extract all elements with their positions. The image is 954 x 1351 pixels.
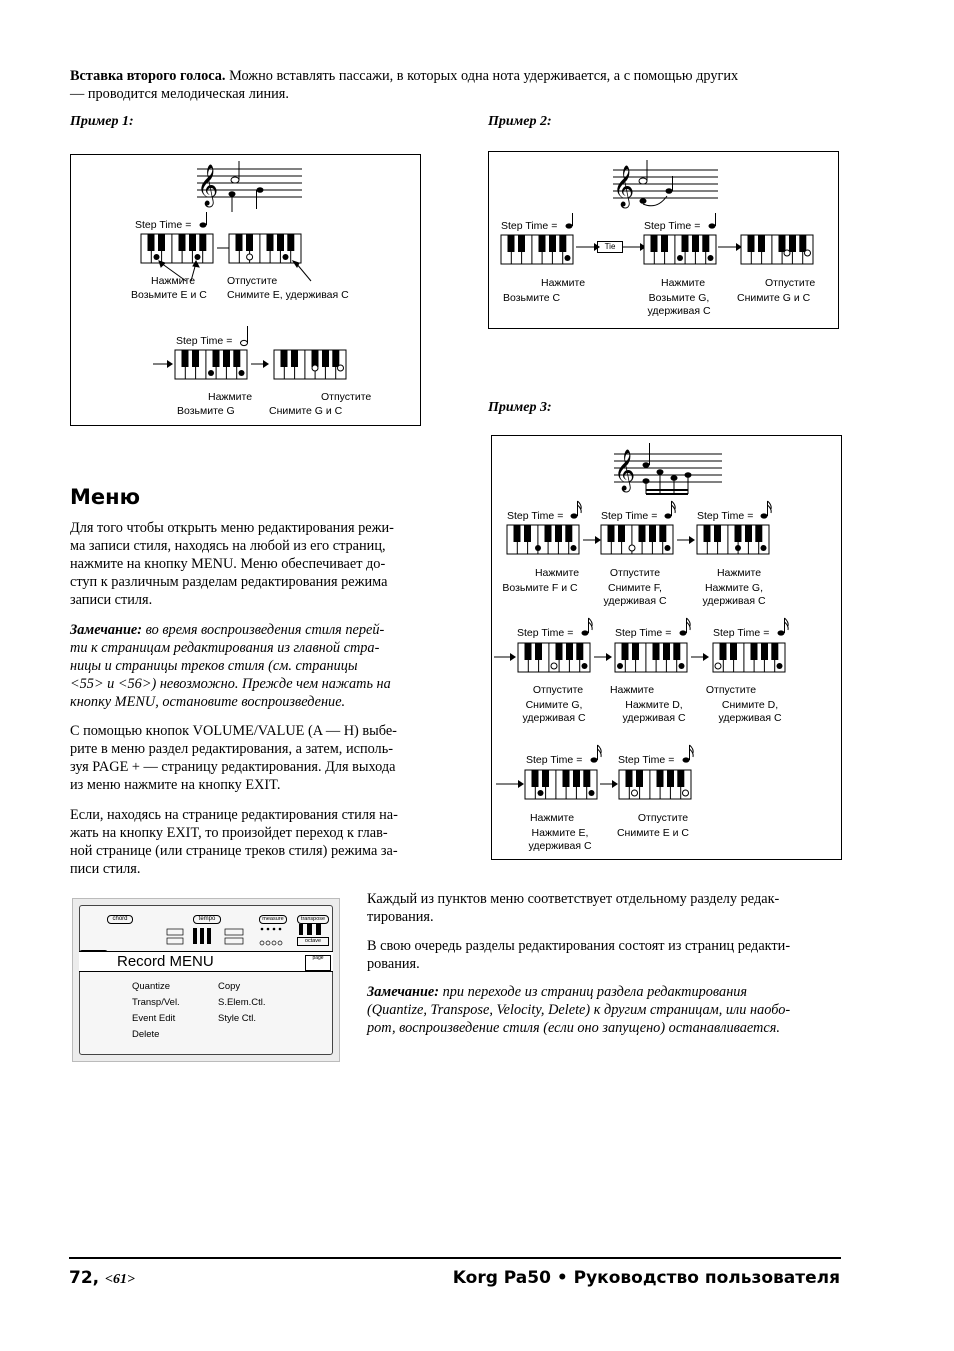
step-label: Нажмите bbox=[529, 812, 575, 824]
note-label: Замечание: bbox=[70, 622, 143, 638]
release-label: Отпустите bbox=[765, 277, 816, 289]
step-time-label: Step Time = bbox=[713, 627, 770, 639]
measure-readout-icon bbox=[259, 925, 289, 949]
step-desc bbox=[710, 699, 790, 725]
text-line: зуя PAGE + — страницу редактирования. Для выхода bbox=[70, 759, 396, 775]
arrow-icon bbox=[594, 652, 614, 662]
intro-line1: Можно вставлять пассажи, в которых одна нота удерживается, а с помощью других bbox=[229, 68, 739, 84]
sixteenth-note-icon bbox=[777, 617, 789, 637]
keyboard bbox=[501, 235, 575, 265]
tempo-tag: tempo bbox=[193, 915, 221, 924]
right-paragraph-1 bbox=[367, 890, 840, 926]
text-line: ной странице (или странице треков стиля) режима за- bbox=[70, 843, 398, 859]
step-desc-line: Нажмите E, bbox=[531, 827, 589, 839]
example2-title: Пример 2: bbox=[488, 114, 552, 129]
tempo-readout-icon bbox=[167, 927, 247, 951]
keyboard bbox=[525, 770, 599, 800]
step-label: Нажмите bbox=[609, 684, 655, 696]
example1-box bbox=[70, 154, 421, 426]
step-time-label: Step Time = bbox=[697, 510, 754, 522]
menu-item-copy[interactable]: Copy bbox=[218, 981, 241, 992]
step-desc: Снимите E и C bbox=[616, 827, 690, 839]
arrow-icon bbox=[494, 652, 518, 662]
text-line: кнопку MENU, остановите воспроизведение. bbox=[70, 694, 346, 710]
text-line: жать на кнопку EXIT, то произойдет переход к глав- bbox=[70, 825, 388, 841]
release-label: Отпустите bbox=[227, 275, 278, 287]
step-desc bbox=[614, 699, 694, 725]
release-desc: Снимите G и C bbox=[269, 405, 343, 417]
menu-item-quantize[interactable]: Quantize bbox=[132, 981, 171, 992]
keyboard bbox=[697, 525, 771, 555]
arrow-icon bbox=[691, 652, 711, 662]
text-line: ти к страницам редактирования из главной стра- bbox=[70, 640, 380, 656]
step-desc-line: удерживая C bbox=[522, 712, 586, 724]
chord-tag: chord bbox=[107, 915, 133, 924]
text-line: рот, воспроизведение стиля (если оно запущено) останавливается. bbox=[367, 1020, 780, 1036]
step-time-label: Step Time = bbox=[615, 627, 672, 639]
press-desc: Возьмите G bbox=[177, 405, 235, 417]
step-label: Нажмите bbox=[716, 567, 762, 579]
menu-paragraph-3 bbox=[70, 806, 436, 878]
text-line: ступ к различным разделам редактирования режима bbox=[70, 574, 388, 590]
step-time-label: Step Time = bbox=[618, 754, 675, 766]
keyboard bbox=[175, 350, 249, 380]
release-desc: Снимите G и C bbox=[737, 292, 811, 304]
menu-list-right bbox=[218, 979, 266, 1027]
step-label: Отпустите bbox=[609, 567, 661, 579]
step-desc bbox=[520, 827, 600, 853]
step-desc-line: Нажмите D, bbox=[625, 699, 683, 711]
step-desc bbox=[595, 582, 675, 608]
quarter-note-icon bbox=[199, 211, 209, 229]
octave-tag: octave bbox=[297, 937, 329, 946]
music-staff bbox=[614, 440, 726, 500]
menu-paragraph-2 bbox=[70, 722, 436, 794]
step-desc-line: удерживая C bbox=[718, 712, 782, 724]
release-desc: Снимите E, удерживая C bbox=[227, 289, 349, 301]
text-line: записи стиля. bbox=[70, 592, 153, 608]
step-desc-line: удерживая C bbox=[603, 595, 667, 607]
page-ref: <61> bbox=[105, 1272, 136, 1287]
step-time-label: Step Time = bbox=[517, 627, 574, 639]
text-line: ма записи стиля, находясь на любой из его страниц, bbox=[70, 538, 386, 554]
text-line: нажмите на кнопку MENU. Меню обеспечивает до- bbox=[70, 556, 386, 572]
sixteenth-note-icon bbox=[590, 744, 602, 764]
keyboard bbox=[601, 525, 675, 555]
keyboard bbox=[274, 350, 348, 380]
text-line: <55> и <56>) невозможно. Прежде чем нажать на bbox=[70, 676, 391, 692]
right-paragraph-2 bbox=[367, 937, 840, 973]
menu-item-delete[interactable]: Delete bbox=[132, 1029, 160, 1040]
text-line: тирования. bbox=[367, 909, 434, 925]
step-label: Отпустите bbox=[637, 812, 689, 824]
keyboard bbox=[229, 234, 303, 264]
step-desc bbox=[694, 582, 774, 608]
menu-item-s-elem-ctl[interactable]: S.Elem.Ctl. bbox=[218, 997, 266, 1008]
step-desc-line: Снимите G, bbox=[525, 699, 583, 711]
press-label: Нажмите bbox=[151, 275, 196, 287]
step-desc-line: удерживая C bbox=[702, 595, 766, 607]
music-staff bbox=[613, 156, 723, 206]
keyboard bbox=[619, 770, 693, 800]
arrow-icon bbox=[583, 535, 603, 545]
arrow-icon bbox=[600, 779, 620, 789]
keyboard bbox=[141, 234, 215, 264]
section-heading: Меню bbox=[70, 485, 141, 509]
step-desc-line: удерживая C bbox=[528, 840, 592, 852]
menu-item-event-edit[interactable]: Event Edit bbox=[132, 1013, 176, 1024]
step-time-label: Step Time = bbox=[501, 220, 558, 232]
step-time-label: Step Time = bbox=[507, 510, 564, 522]
intro-paragraph bbox=[70, 67, 840, 103]
menu-item-style-ctl[interactable]: Style Ctl. bbox=[218, 1013, 257, 1024]
text-line: ницы и страницы треков стиля (см. страницы bbox=[70, 658, 358, 674]
right-note bbox=[367, 983, 840, 1037]
sixteenth-note-icon bbox=[679, 617, 691, 637]
text-line: С помощью кнопок VOLUME/VALUE (A — H) выбе- bbox=[70, 723, 397, 739]
step-desc-line: Снимите D, bbox=[721, 699, 779, 711]
quarter-note-icon bbox=[708, 212, 718, 230]
text-line: Каждый из пунктов меню соответствует отдельному разделу редак- bbox=[367, 891, 780, 907]
transpose-tag: transpose bbox=[297, 915, 329, 924]
intro-bold: Вставка второго голоса. bbox=[70, 68, 226, 84]
keyboard bbox=[507, 525, 581, 555]
text-line: (Quantize, Transpose, Velocity, Delete) к другим страницам, или наобо- bbox=[367, 1002, 791, 1018]
arrow-icon bbox=[677, 535, 697, 545]
page-number: 72, bbox=[69, 1268, 100, 1288]
press-label: Нажмите bbox=[541, 277, 586, 289]
keyboard bbox=[518, 643, 592, 673]
example1-title: Пример 1: bbox=[70, 114, 134, 129]
step-desc: Возьмите F и C bbox=[502, 582, 578, 594]
step-time-label: Step Time = bbox=[601, 510, 658, 522]
keyboard bbox=[741, 235, 815, 265]
svg-text:𝄞: 𝄞 bbox=[197, 165, 219, 206]
footer-rule bbox=[69, 1257, 841, 1259]
intro-line2: — проводится мелодическая линия. bbox=[70, 86, 289, 102]
keyboard bbox=[615, 643, 689, 673]
menu-note bbox=[70, 621, 436, 711]
example2-box bbox=[488, 151, 839, 329]
arrow-icon bbox=[496, 779, 526, 789]
example3-box bbox=[491, 435, 842, 860]
svg-text:𝄞: 𝄞 bbox=[613, 166, 635, 207]
note-label: Замечание: bbox=[367, 984, 440, 1000]
measure-tag: measure bbox=[259, 915, 287, 924]
step-time-label: Step Time = bbox=[644, 220, 701, 232]
sixteenth-note-icon bbox=[664, 500, 676, 520]
quarter-note-icon bbox=[565, 212, 575, 230]
text-line: В свою очередь разделы редактирования состоят из страниц редакти- bbox=[367, 938, 791, 954]
text-line: писи стиля. bbox=[70, 861, 141, 877]
step-time-label: Step Time = bbox=[526, 754, 583, 766]
press-desc-line: удерживая C bbox=[647, 305, 711, 317]
press-label: Нажмите bbox=[208, 391, 253, 403]
arrow-icon bbox=[251, 359, 271, 369]
page-tag bbox=[305, 955, 331, 971]
music-staff bbox=[197, 159, 307, 219]
menu-list-left bbox=[132, 979, 180, 1043]
press-desc: Возьмите E и C bbox=[131, 289, 207, 301]
text-line: из меню нажмите на кнопку EXIT. bbox=[70, 777, 281, 793]
text-line: рите в меню раздел редактирования, а затем, исполь- bbox=[70, 741, 393, 757]
half-note-icon bbox=[240, 325, 250, 347]
text-line: Для того чтобы открыть меню редактирования режи- bbox=[70, 520, 394, 536]
step-desc-line: удерживая C bbox=[622, 712, 686, 724]
press-desc bbox=[639, 292, 719, 318]
arrow-icon bbox=[153, 359, 175, 369]
page-label: page bbox=[312, 955, 324, 961]
step-desc-line: Нажмите G, bbox=[704, 582, 764, 594]
step-label: Отпустите bbox=[705, 684, 757, 696]
lcd-screen bbox=[72, 898, 340, 1062]
lcd-title: Record MENU bbox=[117, 953, 214, 970]
step-label: Отпустите bbox=[532, 684, 584, 696]
press-desc-line: Возьмите G, bbox=[648, 292, 710, 304]
svg-text:𝄞: 𝄞 bbox=[614, 450, 636, 491]
sixteenth-note-icon bbox=[581, 617, 593, 637]
step-label: Нажмите bbox=[534, 567, 580, 579]
step-time-label: Step Time = bbox=[135, 219, 192, 231]
footer-page-number bbox=[69, 1268, 135, 1288]
text-line: во время воспроизведения стиля перей- bbox=[145, 622, 385, 638]
press-label: Нажмите bbox=[661, 277, 706, 289]
press-desc: Возьмите C bbox=[503, 292, 561, 304]
example3-title: Пример 3: bbox=[488, 400, 552, 415]
release-label: Отпустите bbox=[321, 391, 372, 403]
text-line: рования. bbox=[367, 956, 420, 972]
keyboard bbox=[713, 643, 787, 673]
text-line: Если, находясь на странице редактирования стиля на- bbox=[70, 807, 398, 823]
step-time-label: Step Time = bbox=[176, 335, 233, 347]
keyboard bbox=[644, 235, 718, 265]
step-desc-line: Снимите F, bbox=[608, 582, 662, 594]
step-desc bbox=[514, 699, 594, 725]
menu-paragraph-1 bbox=[70, 519, 436, 609]
tie-box: Tie bbox=[597, 241, 623, 253]
footer-title: Korg Pa50 • Руководство пользователя bbox=[452, 1268, 840, 1288]
sixteenth-note-icon bbox=[570, 500, 582, 520]
menu-item-transp-vel[interactable]: Transp/Vel. bbox=[132, 997, 180, 1008]
text-line: при переходе из страниц раздела редактирования bbox=[442, 984, 748, 1000]
sixteenth-note-icon bbox=[682, 744, 694, 764]
transpose-readout-icon bbox=[297, 923, 331, 937]
sixteenth-note-icon bbox=[760, 500, 772, 520]
